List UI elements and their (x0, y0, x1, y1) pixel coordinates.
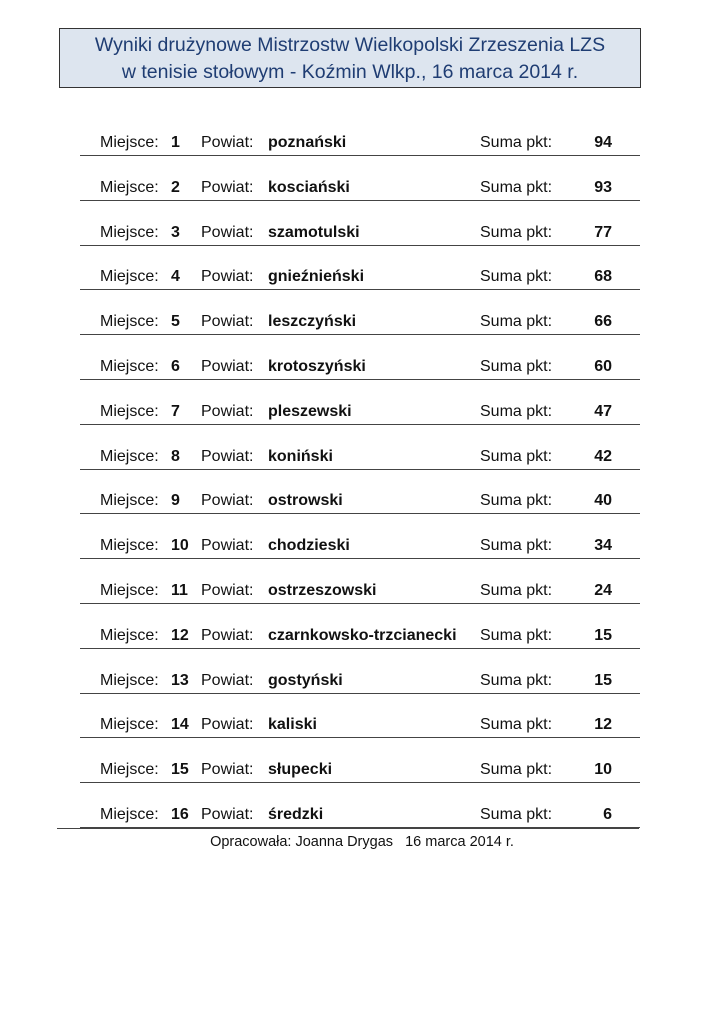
points-label: Suma pkt: (480, 447, 553, 465)
result-row (80, 291, 640, 335)
points-label: Suma pkt: (480, 671, 553, 689)
powiat-name: słupecki (268, 761, 333, 779)
powiat-name: gostyński (268, 671, 343, 689)
powiat-label: Powiat: (201, 537, 254, 555)
powiat-name: poznański (268, 134, 347, 151)
result-row (80, 157, 640, 201)
result-row (80, 784, 640, 828)
result-row (80, 381, 640, 425)
powiat-label: Powiat: (201, 492, 254, 510)
powiat-name: czarnkowsko-trzcianecki (268, 626, 457, 644)
powiat-label: Powiat: (201, 582, 254, 599)
powiat-name: szamotulski (268, 223, 360, 241)
place-number: 14 (171, 716, 189, 734)
title-line-1: Wyniki drużynowe Mistrzostw Wielkopolski Zrzeszenia LZS (94, 34, 606, 56)
powiat-name: leszczyński (268, 313, 357, 331)
place-label: Miejsce: (100, 268, 159, 286)
points-value: 40 (594, 492, 612, 510)
points-value: 66 (594, 313, 612, 331)
points-value: 94 (594, 134, 612, 151)
points-label: Suma pkt: (480, 716, 553, 734)
points-label: Suma pkt: (480, 268, 553, 286)
place-label: Miejsce: (100, 134, 159, 151)
place-label: Miejsce: (100, 223, 159, 241)
title-box (59, 28, 641, 88)
powiat-name: pleszewski (268, 402, 352, 420)
powiat-name: gnieźnieński (268, 268, 365, 286)
powiat-label: Powiat: (201, 178, 254, 196)
powiat-label: Powiat: (201, 268, 254, 286)
powiat-label: Powiat: (201, 761, 254, 779)
points-value: 77 (594, 223, 612, 241)
result-row (80, 112, 640, 156)
points-label: Suma pkt: (480, 313, 553, 331)
powiat-label: Powiat: (201, 671, 254, 689)
place-label: Miejsce: (100, 716, 159, 734)
powiat-name: kaliski (268, 716, 317, 734)
result-row (80, 246, 640, 290)
result-row (80, 202, 640, 246)
place-label: Miejsce: (100, 537, 159, 555)
result-row (80, 694, 640, 738)
place-number: 16 (171, 806, 189, 823)
result-row (80, 560, 640, 604)
place-number: 7 (171, 402, 180, 420)
points-value: 12 (594, 716, 612, 734)
powiat-name: ostrzeszowski (268, 582, 377, 599)
powiat-label: Powiat: (201, 716, 254, 734)
points-label: Suma pkt: (480, 134, 553, 151)
points-value: 10 (594, 761, 612, 779)
place-label: Miejsce: (100, 806, 159, 823)
place-label: Miejsce: (100, 447, 159, 465)
points-value: 34 (594, 537, 612, 555)
points-value: 93 (594, 178, 612, 196)
place-label: Miejsce: (100, 492, 159, 510)
powiat-label: Powiat: (201, 358, 254, 375)
powiat-name: krotoszyński (268, 358, 366, 375)
place-number: 8 (171, 447, 180, 465)
points-label: Suma pkt: (480, 178, 553, 196)
points-value: 15 (594, 671, 612, 689)
place-number: 3 (171, 223, 180, 241)
points-value: 24 (594, 582, 612, 599)
result-row (80, 650, 640, 694)
place-number: 2 (171, 178, 180, 196)
place-label: Miejsce: (100, 178, 159, 196)
result-row (80, 739, 640, 783)
place-number: 15 (171, 761, 189, 779)
place-number: 13 (171, 671, 189, 689)
title-line-2: w tenisie stołowym - Koźmin Wlkp., 16 marca 2014 r. (121, 61, 579, 83)
points-label: Suma pkt: (480, 402, 553, 420)
place-label: Miejsce: (100, 626, 159, 644)
place-number: 5 (171, 313, 180, 331)
place-number: 6 (171, 358, 180, 375)
points-label: Suma pkt: (480, 492, 553, 510)
result-row (80, 426, 640, 470)
place-label: Miejsce: (100, 582, 159, 599)
result-row (80, 336, 640, 380)
place-number: 10 (171, 537, 189, 555)
powiat-name: chodzieski (268, 537, 350, 555)
place-number: 12 (171, 626, 189, 644)
points-value: 6 (603, 806, 612, 823)
footer-divider (57, 828, 639, 829)
powiat-name: kosciański (268, 178, 350, 196)
powiat-label: Powiat: (201, 626, 254, 644)
points-value: 15 (594, 626, 612, 644)
powiat-label: Powiat: (201, 447, 254, 465)
powiat-label: Powiat: (201, 402, 254, 420)
points-label: Suma pkt: (480, 582, 553, 599)
points-label: Suma pkt: (480, 626, 553, 644)
place-label: Miejsce: (100, 358, 159, 375)
place-label: Miejsce: (100, 313, 159, 331)
points-value: 42 (594, 447, 612, 465)
place-number: 4 (171, 268, 180, 286)
points-label: Suma pkt: (480, 761, 553, 779)
powiat-name: średzki (268, 806, 324, 823)
points-label: Suma pkt: (480, 537, 553, 555)
result-row (80, 470, 640, 514)
powiat-label: Powiat: (201, 806, 254, 823)
result-row (80, 605, 640, 649)
powiat-name: ostrowski (268, 492, 343, 510)
place-label: Miejsce: (100, 402, 159, 420)
powiat-label: Powiat: (201, 134, 254, 151)
points-label: Suma pkt: (480, 358, 553, 375)
powiat-label: Powiat: (201, 313, 254, 331)
points-value: 68 (594, 268, 612, 286)
powiat-label: Powiat: (201, 223, 254, 241)
powiat-name: koniński (268, 447, 333, 465)
points-label: Suma pkt: (480, 223, 553, 241)
result-row (80, 515, 640, 559)
points-label: Suma pkt: (480, 806, 553, 823)
points-value: 47 (594, 402, 612, 420)
footer-credit: Opracowała: Joanna Drygas 16 marca 2014 r. (210, 834, 514, 850)
place-number: 1 (171, 134, 180, 151)
points-value: 60 (594, 358, 612, 375)
place-number: 9 (171, 492, 180, 510)
place-number: 11 (171, 582, 188, 599)
place-label: Miejsce: (100, 761, 159, 779)
place-label: Miejsce: (100, 671, 159, 689)
